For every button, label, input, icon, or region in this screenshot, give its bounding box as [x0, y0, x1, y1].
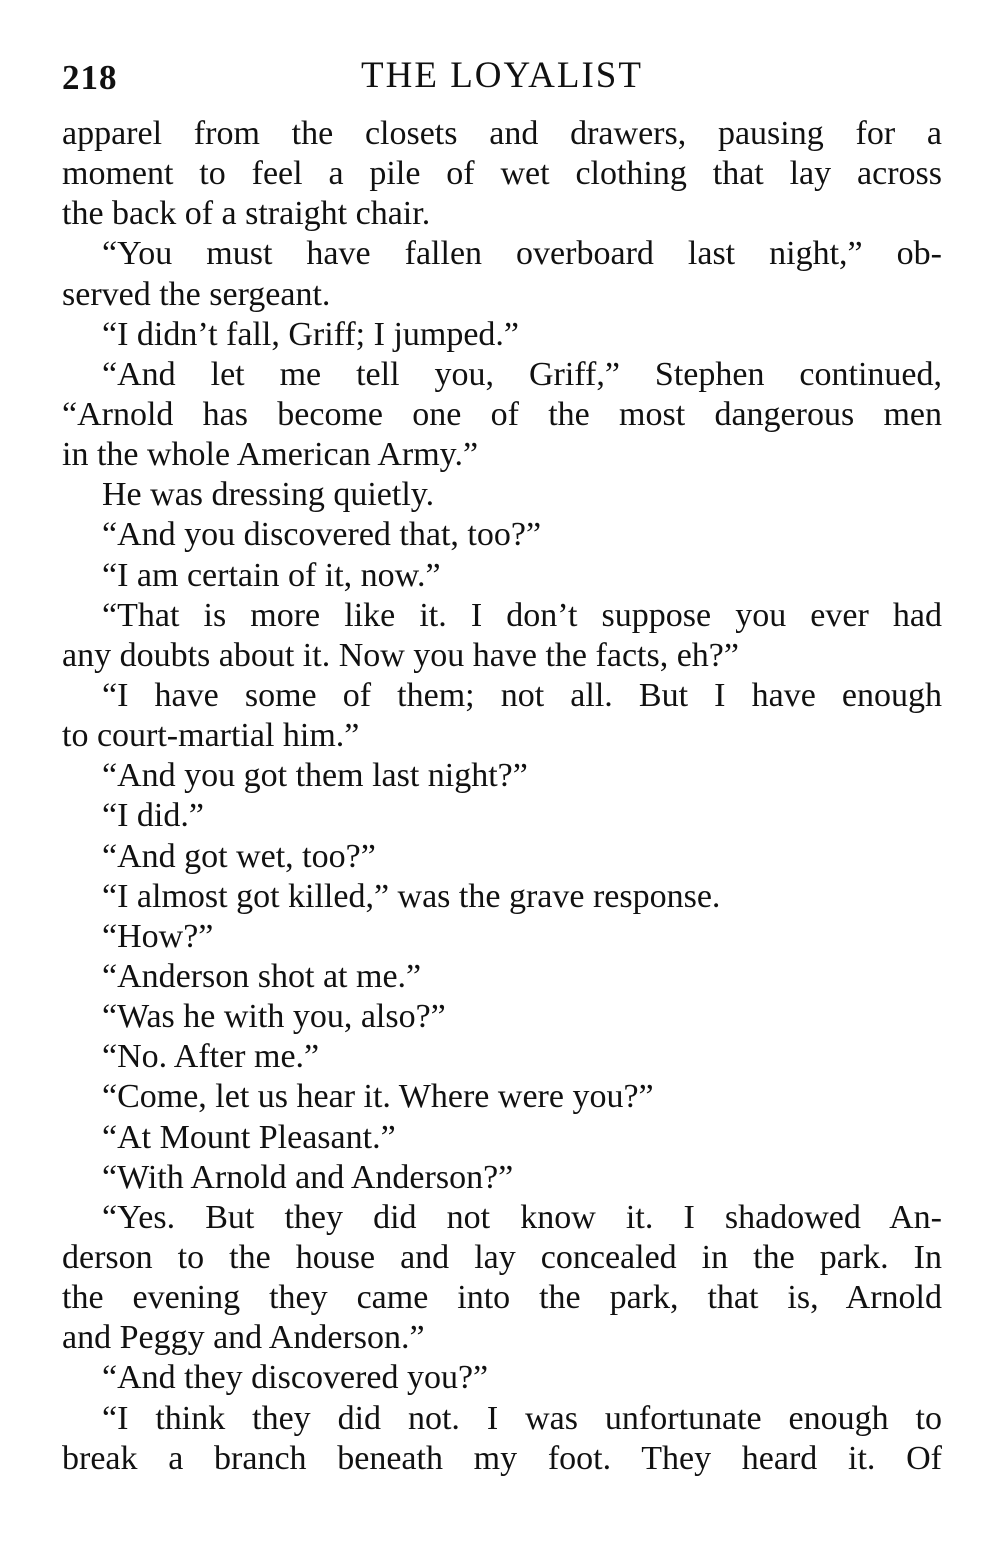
text-line: any doubts about it. Now you have the facts, eh?” [62, 636, 739, 674]
page-number: 218 [62, 58, 118, 97]
text-line: to court-martial him.” [62, 717, 360, 755]
text-line: “I almost got killed,” was the grave response. [102, 877, 721, 915]
text-line: “I have some of them; not all. But I have enough [102, 676, 942, 714]
book-page [62, 52, 942, 1479]
text-line: “With Arnold and Anderson?” [102, 1158, 514, 1196]
text-line: derson to the house and lay concealed in the park. In [62, 1238, 942, 1276]
text-line: the back of a straight chair. [62, 195, 431, 233]
text-line: “I am certain of it, now.” [102, 556, 441, 594]
book-title: THE LOYALIST [361, 55, 643, 96]
text-line: “Was he with you, also?” [102, 998, 446, 1036]
text-line: “I didn’t fall, Griff; I jumped.” [102, 315, 520, 353]
text-line: “Anderson shot at me.” [102, 957, 422, 995]
text-line: “And got wet, too?” [102, 837, 376, 875]
text-line: He was dressing quietly. [102, 476, 435, 514]
text-line: “Yes. But they did not know it. I shadowed An- [102, 1198, 942, 1236]
text-line: “You must have fallen overboard last night,” ob- [102, 235, 942, 273]
text-line: “And you discovered that, too?” [102, 516, 542, 554]
text-line: “I did.” [102, 797, 204, 835]
text-line: the evening they came into the park, that is, Arnold [62, 1279, 942, 1317]
text-line: “And you got them last night?” [102, 757, 528, 795]
text-line: served the sergeant. [62, 275, 331, 313]
text-line: “Arnold has become one of the most dangerous men [62, 395, 942, 433]
text-line: “I think they did not. I was unfortunate enough to [102, 1399, 942, 1437]
text-line: “And they discovered you?” [102, 1359, 489, 1397]
text-line: in the whole American Army.” [62, 436, 479, 474]
text-line: break a branch beneath my foot. They heard it. Of [62, 1439, 942, 1477]
running-head [62, 52, 942, 100]
text-line: and Peggy and Anderson.” [62, 1319, 425, 1357]
text-line: apparel from the closets and drawers, pausing for a [62, 115, 942, 152]
text-line: “At Mount Pleasant.” [102, 1118, 396, 1156]
text-line: “That is more like it. I don’t suppose you ever had [102, 596, 942, 634]
text-line: moment to feel a pile of wet clothing that lay across [62, 155, 942, 193]
text-line: “And let me tell you, Griff,” Stephen continued, [102, 355, 942, 393]
text-line: “No. After me.” [102, 1038, 320, 1076]
text-line: “Come, let us hear it. Where were you?” [102, 1078, 654, 1116]
body-text [62, 114, 942, 1479]
text-line: “How?” [102, 917, 214, 955]
